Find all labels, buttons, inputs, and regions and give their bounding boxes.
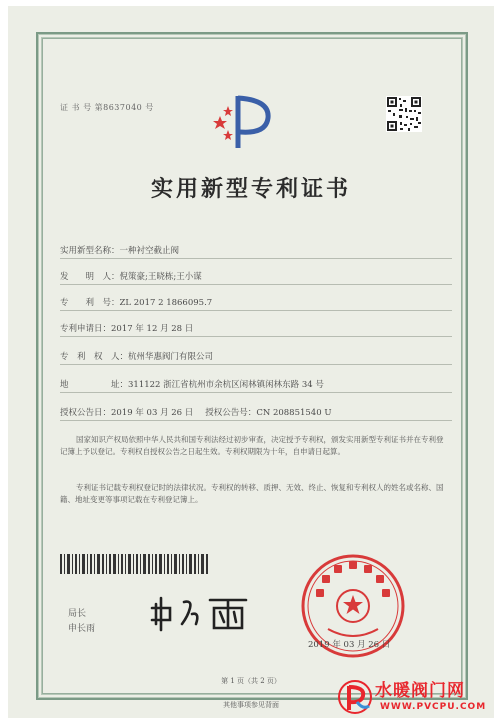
field-row-name — [60, 244, 179, 256]
divider — [60, 284, 452, 285]
field-row-inventor — [60, 270, 202, 282]
field-label: 授权公告号： — [205, 408, 257, 418]
field-label: 地 址： — [60, 380, 129, 390]
field-value: 倪策豪;王晓栋;王小谋 — [119, 272, 202, 282]
divider — [60, 364, 452, 365]
watermark-url: WWW.PVCPU.COM — [380, 702, 487, 712]
field-label: 专利申请日： — [60, 324, 112, 334]
field-row-address — [60, 378, 324, 390]
qr-code-icon — [386, 96, 422, 132]
divider — [60, 310, 452, 311]
field-value: 2019 年 03 月 26 日 — [111, 408, 194, 418]
field-value: 311122 浙江省杭州市余杭区闲林镇闲林东路 34 号 — [128, 380, 324, 390]
divider — [60, 258, 452, 259]
certificate-number: 证 书 号 第8637040 号 — [60, 103, 154, 112]
footer-note: 其他事项参见背面 — [223, 701, 279, 709]
field-label: 实用新型名称： — [60, 246, 120, 256]
patent-office-logo-icon — [208, 86, 278, 156]
field-row-patentee — [60, 350, 213, 362]
field-value: 2017 年 12 月 28 日 — [111, 324, 194, 334]
field-value: CN 208851540 U — [256, 408, 332, 418]
field-label: 发 明 人： — [60, 272, 120, 282]
director-title: 局长 — [68, 609, 87, 619]
field-label: 专 利 权 人： — [60, 352, 129, 362]
barcode-icon — [60, 554, 210, 574]
divider — [60, 336, 452, 337]
field-row-grant-date — [60, 406, 332, 418]
divider — [60, 392, 452, 393]
certificate-title: 实用新型专利证书 — [150, 176, 351, 202]
divider — [60, 420, 452, 421]
field-value: 一种衬空截止阀 — [119, 246, 180, 256]
director-name: 申长雨 — [68, 624, 96, 634]
field-row-patent-number — [60, 296, 212, 308]
page-number: 第 1 页（共 2 页） — [221, 677, 281, 685]
field-label: 授权公告日： — [60, 408, 112, 418]
certificate-page — [8, 6, 494, 718]
field-label: 专 利 号： — [60, 298, 120, 308]
seal-date: 2019 年 03 月 26 日 — [308, 640, 391, 650]
watermark-text: 水暖阀门网 — [375, 681, 465, 701]
signature-icon — [148, 594, 258, 634]
field-row-application-date — [60, 322, 193, 334]
field-value: 杭州华惠阀门有限公司 — [128, 352, 214, 362]
field-value: ZL 2017 2 1866095.7 — [119, 298, 213, 308]
paragraph-grant-statement: 国家知识产权局依照中华人民共和国专利法经过初步审查，决定授予专利权，颁发实用新型专利证书并在专利登记簿上予以登记。专利权自授权公告之日起生效。专利权期限为十年，自申请日起算。 — [60, 435, 444, 456]
paragraph-legal-status: 专利证书记载专利权登记时的法律状况。专利权的转移、质押、无效、终止、恢复和专利权人的姓名或名称、国籍、地址变更等事项记载在专利登记簿上。 — [60, 483, 444, 504]
